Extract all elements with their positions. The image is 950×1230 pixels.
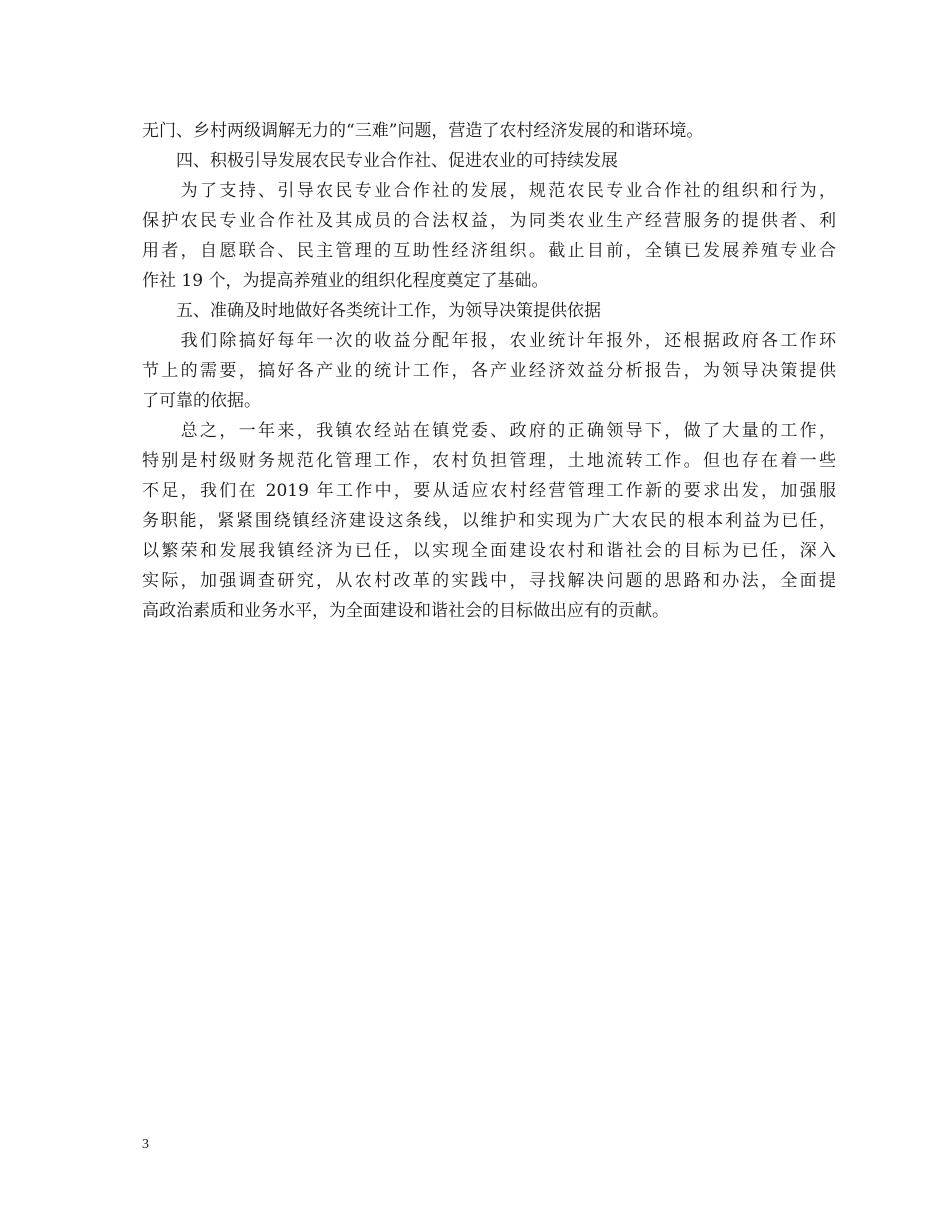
document-body	[142, 116, 836, 626]
text-line: 以繁荣和发展我镇经济为已任，以实现全面建设农村和谐社会的目标为已任，深入	[142, 541, 836, 561]
text-line: 高政治素质和业务水平，为全面建设和谐社会的目标做出应有的贡献。	[142, 601, 669, 621]
text-line: 我们除搞好每年一次的收益分配年报，农业统计年报外，还根据政府各工作环	[142, 331, 836, 351]
text-line: 节上的需要，搞好各产业的统计工作，各产业经济效益分析报告，为领导决策提供	[142, 361, 836, 381]
text-line: 了可靠的依据。	[142, 391, 261, 411]
text-line: 保护农民专业合作社及其成员的合法权益，为同类农业生产经营服务的提供者、利	[142, 211, 836, 231]
text-line: 无门、乡村两级调解无力的“三难”问题，营造了农村经济发展的和谐环境。	[142, 121, 704, 141]
text-line: 实际，加强调查研究，从农村改革的实践中，寻找解决问题的思路和办法，全面提	[142, 571, 836, 591]
text-line: 用者，自愿联合、民主管理的互助性经济组织。截止目前，全镇已发展养殖专业合	[142, 241, 836, 261]
text-line: 作社 19 个，为提高养殖业的组织化程度奠定了基础。	[142, 271, 549, 291]
section-heading: 五、准确及时地做好各类统计工作，为领导决策提供依据	[142, 301, 601, 321]
text-line: 特别是村级财务规范化管理工作，农村负担管理，土地流转工作。但也存在着一些	[142, 451, 836, 471]
text-line: 为了支持、引导农民专业合作社的发展，规范农民专业合作社的组织和行为，	[142, 181, 836, 201]
text-line: 务职能，紧紧围绕镇经济建设这条线，以维护和实现为广大农民的根本利益为已任，	[142, 511, 836, 531]
section-heading: 四、积极引导发展农民专业合作社、促进农业的可持续发展	[142, 151, 618, 171]
text-line: 不足，我们在 2019 年工作中，要从适应农村经营管理工作新的要求出发，加强服	[142, 481, 836, 501]
text-line: 总之，一年来，我镇农经站在镇党委、政府的正确领导下，做了大量的工作，	[142, 421, 836, 441]
page-number: 3	[142, 1137, 149, 1152]
